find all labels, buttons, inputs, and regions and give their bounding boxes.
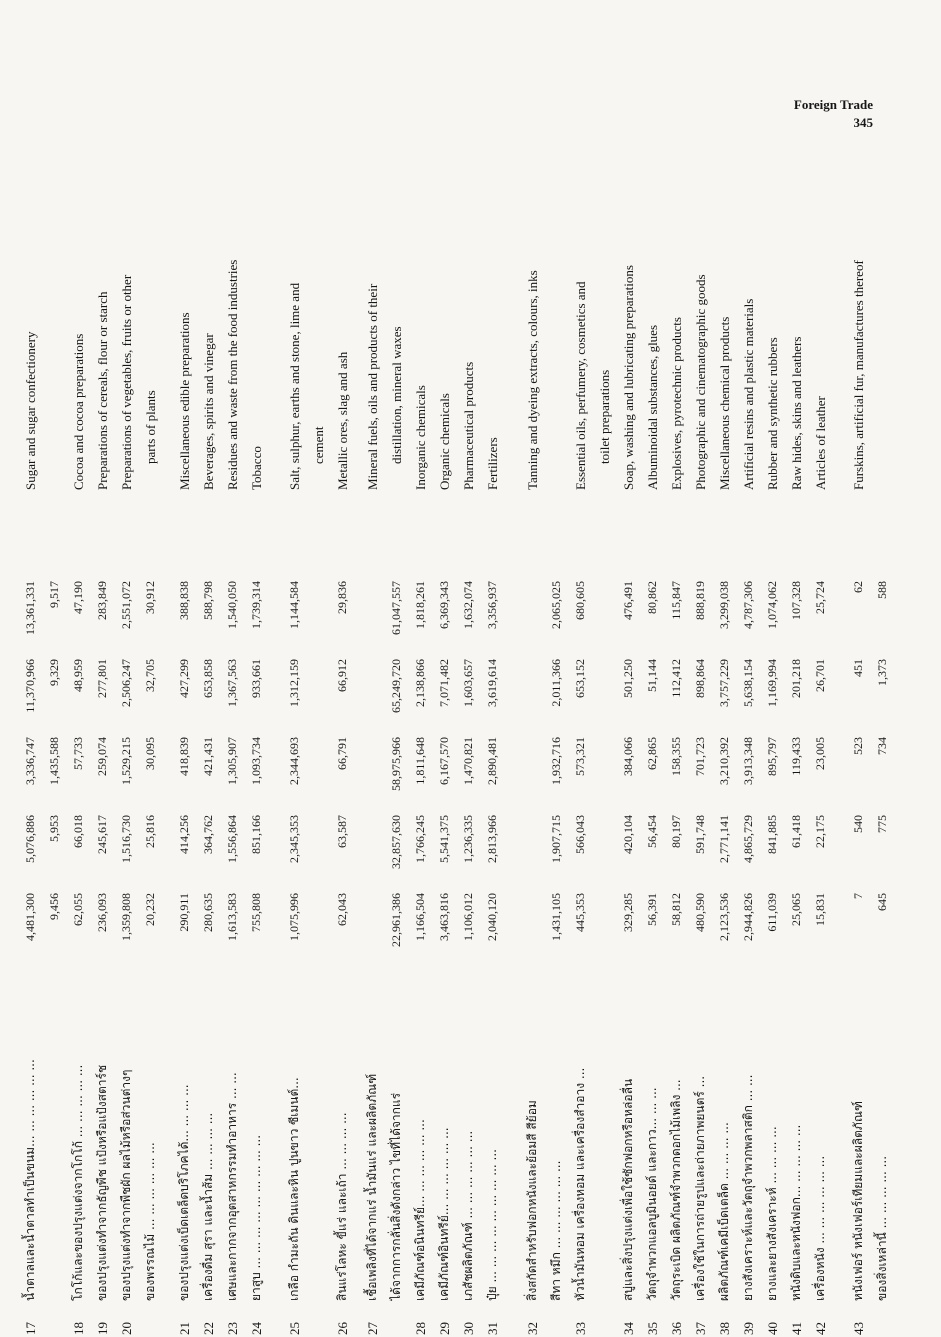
value-cell: 734 — [875, 737, 889, 755]
header-title: Foreign Trade — [793, 97, 873, 112]
thai-description: วัตถุจำพวกแอลบูมินอยด์ และกาว... ... ... — [645, 1087, 659, 1301]
thai-description: น้ำตาลและน้ำตาลทำเป็นขนม... ... ... ... ... ... — [23, 1059, 37, 1301]
chapter-number: 33 — [573, 1322, 588, 1335]
value-cell: 3,463,816 — [437, 893, 451, 941]
value-cell: 851,166 — [249, 815, 263, 854]
value-cell: 62,043 — [335, 893, 349, 926]
chapter-number: 32 — [525, 1322, 540, 1335]
value-cell: 591,748 — [693, 815, 707, 854]
chapter-number: 35 — [645, 1322, 660, 1335]
value-cell: 4,787,306 — [741, 581, 755, 629]
chapter-number: 40 — [765, 1322, 780, 1335]
table-row — [618, 115, 639, 1335]
value-cell: 1,529,215 — [119, 737, 133, 785]
value-cell: 1,367,563 — [225, 659, 239, 707]
value-cell: 32,857,630 — [389, 815, 403, 869]
chapter-number: 23 — [225, 1322, 240, 1335]
thai-description: หัวน้ำมันหอม เครื่องหอม และเครื่องสำอาง ... — [573, 1067, 587, 1301]
value-cell: 2,506,247 — [119, 659, 133, 707]
value-cell: 80,862 — [645, 581, 659, 614]
value-cell: 1,632,074 — [461, 581, 475, 629]
value-cell: 1,093,734 — [249, 737, 263, 785]
thai-description: สีทา หมึก ... ... ... ... ... ... — [549, 1160, 563, 1301]
value-cell: 388,838 — [177, 581, 191, 620]
table-row — [20, 115, 41, 1335]
value-cell: 2,944,826 — [741, 893, 755, 941]
english-description: Pharmaceutical products — [461, 361, 476, 490]
value-cell: 1,932,716 — [549, 737, 563, 785]
value-cell: 3,619,614 — [485, 659, 499, 707]
thai-description: เคมีภัณฑ์อินทรีย์... ... ... ... ... ... — [437, 1127, 451, 1301]
table-row — [482, 115, 503, 1335]
table-row — [522, 115, 543, 1335]
value-cell: 701,723 — [693, 737, 707, 776]
value-cell: 48,959 — [71, 659, 85, 692]
value-cell: 4,865,729 — [741, 815, 755, 863]
english-description: Albuminoidal substances, glues — [645, 324, 660, 490]
value-cell: 63,587 — [335, 815, 349, 848]
value-cell: 61,418 — [789, 815, 803, 848]
value-cell: 25,816 — [143, 815, 157, 848]
value-cell: 588,798 — [201, 581, 215, 620]
value-cell: 888,819 — [693, 581, 707, 620]
english-description: Beverages, spirits and vinegar — [201, 333, 216, 490]
value-cell: 66,018 — [71, 815, 85, 848]
value-cell: 2,813,966 — [485, 815, 499, 863]
value-cell: 1,470,821 — [461, 737, 475, 785]
chapter-number: 26 — [335, 1322, 350, 1335]
english-description: distillation, mineral waxes — [389, 326, 404, 464]
value-cell: 30,095 — [143, 737, 157, 770]
value-cell: 841,885 — [765, 815, 779, 854]
value-cell: 6,167,570 — [437, 737, 451, 785]
value-cell: 329,285 — [621, 893, 635, 932]
value-cell: 1,540,050 — [225, 581, 239, 629]
thai-description: ของปรุงแต่งเบ็ดเตล็ดบริโภคได้... ... ... ... — [177, 1084, 191, 1301]
chapter-number: 30 — [461, 1322, 476, 1335]
value-cell: 420,104 — [621, 815, 635, 854]
thai-description: ได้จากการกลั่นสิ่งดังกล่าว ไขที่ได้จากแร่ — [389, 1092, 403, 1301]
thai-description: วัตถุระเบิด ผลิตภัณฑ์จำพวกดอกไม้เพลิง ... — [669, 1079, 683, 1301]
chapter-number: 28 — [413, 1322, 428, 1335]
value-cell: 201,218 — [789, 659, 803, 698]
english-description: Salt, sulphur, earths and stone, lime and — [287, 282, 302, 490]
value-cell: 9,456 — [47, 893, 61, 920]
value-cell: 283,849 — [95, 581, 109, 620]
value-cell: 566,043 — [573, 815, 587, 854]
value-cell: 2,138,866 — [413, 659, 427, 707]
value-cell: 1,359,808 — [119, 893, 133, 941]
table-row — [68, 115, 89, 1335]
value-cell: 895,797 — [765, 737, 779, 776]
chapter-number: 37 — [693, 1322, 708, 1335]
value-cell: 25,065 — [789, 893, 803, 926]
english-description: Mineral fuels, oils and products of their — [365, 283, 380, 490]
chapter-number: 22 — [201, 1322, 216, 1335]
value-cell: 47,190 — [71, 581, 85, 614]
value-cell: 1,166,504 — [413, 893, 427, 941]
value-cell: 573,321 — [573, 737, 587, 776]
thai-description: หนังเฟอร์ หนังเฟอร์เทียมและผลิตภัณฑ์ — [851, 1101, 865, 1301]
value-cell: 5,953 — [47, 815, 61, 842]
value-cell: 2,345,353 — [287, 815, 301, 863]
value-cell: 23,005 — [813, 737, 827, 770]
value-cell: 3,210,392 — [717, 737, 731, 785]
chapter-number: 19 — [95, 1322, 110, 1335]
value-cell: 480,590 — [693, 893, 707, 932]
value-cell: 9,329 — [47, 659, 61, 686]
chapter-number: 42 — [813, 1322, 828, 1335]
value-cell: 58,812 — [669, 893, 683, 926]
value-cell: 115,847 — [669, 581, 683, 620]
english-description: Raw hides, skins and leathers — [789, 336, 804, 490]
english-description: Residues and waste from the food industries — [225, 259, 240, 490]
thai-description: เกลือ กำมะถัน ดินและหิน ปูนขาว ซีเมนต์... — [287, 1077, 301, 1301]
value-cell: 5,076,886 — [23, 815, 37, 863]
value-cell: 364,762 — [201, 815, 215, 854]
thai-description: ของสิ่งเหล่านี้ ... ... ... ... ... — [875, 1155, 889, 1301]
value-cell: 2,344,693 — [287, 737, 301, 785]
value-cell: 1,106,012 — [461, 893, 475, 941]
value-cell: 611,039 — [765, 893, 779, 932]
table-row — [786, 115, 807, 1335]
chapter-number: 36 — [669, 1322, 684, 1335]
value-cell: 414,256 — [177, 815, 191, 854]
table-row — [570, 115, 591, 1335]
table-row — [362, 115, 383, 1335]
value-cell: 755,808 — [249, 893, 263, 932]
value-cell: 1,169,994 — [765, 659, 779, 707]
value-cell: 1,739,314 — [249, 581, 263, 629]
value-cell: 4,481,300 — [23, 893, 37, 941]
value-cell: 5,541,375 — [437, 815, 451, 863]
english-description: Rubber and synthetic rubbers — [765, 337, 780, 490]
english-description: Organic chemicals — [437, 393, 452, 490]
value-cell: 65,249,720 — [389, 659, 403, 713]
chapter-number: 34 — [621, 1322, 636, 1335]
value-cell: 384,066 — [621, 737, 635, 776]
value-cell: 421,431 — [201, 737, 215, 776]
value-cell: 451 — [851, 659, 865, 677]
english-description: Tanning and dyeing extracts, colours, inks — [525, 270, 540, 490]
english-description: Cocoa and cocoa preparations — [71, 333, 86, 490]
value-cell: 1,613,583 — [225, 893, 239, 941]
value-cell: 427,299 — [177, 659, 191, 698]
thai-description: ปุ๋ย ... ... ... ... ... ... ... ... ... — [485, 1149, 499, 1301]
chapter-number: 41 — [789, 1322, 804, 1335]
value-cell: 26,701 — [813, 659, 827, 692]
value-cell: 645 — [875, 893, 889, 911]
page-number: 345 — [853, 115, 873, 130]
value-cell: 2,551,072 — [119, 581, 133, 629]
value-cell: 1,144,584 — [287, 581, 301, 629]
table-row — [762, 115, 783, 1335]
value-cell: 2,011,366 — [549, 659, 563, 707]
thai-description: ผลิตภัณฑ์เคมีเบ็ดเตล็ด ... ... ... ... — [717, 1122, 731, 1301]
value-cell: 119,433 — [789, 737, 803, 776]
table-row — [116, 115, 137, 1335]
value-cell: 290,911 — [177, 893, 191, 932]
thai-description: ยางและยางสังเคราะห์ ... ... ... ... — [765, 1126, 779, 1301]
value-cell: 66,791 — [335, 737, 349, 770]
value-cell: 236,093 — [95, 893, 109, 932]
table-row — [810, 115, 831, 1335]
table-row — [738, 115, 759, 1335]
thai-description: สิ่งสกัดสำหรับฟอกหนังและย้อมสี สีย้อม — [525, 1100, 539, 1301]
english-description: Sugar and sugar confectionery — [23, 331, 38, 490]
chapter-number: 43 — [851, 1322, 866, 1335]
thai-description: ยางสังเคราะห์และวัตถุจำพวกพลาสติก ... ... — [741, 1074, 755, 1301]
thai-description: เครื่องหนัง ... ... ... ... ... ... — [813, 1155, 827, 1301]
table-row — [222, 115, 243, 1335]
value-cell: 58,975,966 — [389, 737, 403, 791]
table-row — [246, 115, 267, 1335]
thai-description: เชื้อเพลิงที่ได้จากแร่ น้ำมันแร่ และผลิตภัณฑ์ — [365, 1073, 379, 1301]
value-cell: 1,818,261 — [413, 581, 427, 629]
value-cell: 20,232 — [143, 893, 157, 926]
value-cell: 56,391 — [645, 893, 659, 926]
english-description: Soap, washing and lubricating preparations — [621, 265, 636, 490]
value-cell: 476,491 — [621, 581, 635, 620]
value-cell: 588 — [875, 581, 889, 599]
value-cell: 3,336,747 — [23, 737, 37, 785]
value-cell: 1,766,245 — [413, 815, 427, 863]
english-description: Inorganic chemicals — [413, 385, 428, 490]
value-cell: 2,890,481 — [485, 737, 499, 785]
value-cell: 107,328 — [789, 581, 803, 620]
value-cell: 445,353 — [573, 893, 587, 932]
value-cell: 22,961,386 — [389, 893, 403, 947]
value-cell: 680,605 — [573, 581, 587, 620]
value-cell: 6,369,343 — [437, 581, 451, 629]
table-row — [198, 115, 219, 1335]
chapter-number: 29 — [437, 1322, 452, 1335]
value-cell: 62,055 — [71, 893, 85, 926]
chapter-number: 38 — [717, 1322, 732, 1335]
value-cell: 1,811,648 — [413, 737, 427, 785]
value-cell: 3,299,038 — [717, 581, 731, 629]
value-cell: 775 — [875, 815, 889, 833]
table-row — [332, 115, 353, 1335]
table-row — [642, 115, 663, 1335]
rotated-trade-table — [20, 115, 900, 1335]
chapter-number: 17 — [23, 1322, 38, 1335]
value-cell: 259,074 — [95, 737, 109, 776]
value-cell: 56,454 — [645, 815, 659, 848]
value-cell: 1,431,105 — [549, 893, 563, 941]
thai-description: ของปรุงแต่งทำจากพืชผัก ผลไม้หรือส่วนต่างๆ — [119, 1069, 133, 1301]
english-description: Photographic and cinematographic goods — [693, 274, 708, 490]
value-cell: 1,236,335 — [461, 815, 475, 863]
english-description: Miscellaneous edible preparations — [177, 312, 192, 490]
value-cell: 11,370,966 — [23, 659, 37, 713]
thai-description: เศษและกากจากอุตสาหกรรมทำอาหาร ... ... — [225, 1072, 239, 1301]
value-cell: 2,040,120 — [485, 893, 499, 941]
value-cell: 112,412 — [669, 659, 683, 698]
value-cell: 898,864 — [693, 659, 707, 698]
value-cell: 1,075,996 — [287, 893, 301, 941]
table-row — [666, 115, 687, 1335]
english-description: Fertilizers — [485, 437, 500, 490]
chapter-number: 39 — [741, 1322, 756, 1335]
table-row — [872, 115, 893, 1335]
chapter-number: 24 — [249, 1322, 264, 1335]
thai-description: ของพรรณไม้ ... ... ... ... ... ... — [143, 1142, 157, 1301]
table-row — [44, 115, 65, 1335]
value-cell: 61,047,557 — [389, 581, 403, 635]
value-cell: 62 — [851, 581, 865, 593]
value-cell: 1,907,715 — [549, 815, 563, 863]
table-row — [140, 115, 161, 1335]
value-cell: 66,912 — [335, 659, 349, 692]
value-cell: 3,913,348 — [741, 737, 755, 785]
chapter-number: 27 — [365, 1322, 380, 1335]
english-description: parts of plants — [143, 390, 158, 464]
table-row — [594, 115, 615, 1335]
thai-description: โกโก้และของปรุงแต่งจากโกโก้ ... ... ... ... ... — [71, 1064, 85, 1301]
english-description: toilet preparations — [597, 369, 612, 464]
thai-description: หนังดิบและหนังฟอก... ... ... ... ... — [789, 1124, 803, 1301]
value-cell: 1,603,657 — [461, 659, 475, 707]
value-cell: 1,305,907 — [225, 737, 239, 785]
table-row — [848, 115, 869, 1335]
table-row — [458, 115, 479, 1335]
value-cell: 653,858 — [201, 659, 215, 698]
chapter-number: 25 — [287, 1322, 302, 1335]
value-cell: 7,071,482 — [437, 659, 451, 707]
table-row — [284, 115, 305, 1335]
table-row — [546, 115, 567, 1335]
value-cell: 158,355 — [669, 737, 683, 776]
value-cell: 523 — [851, 737, 865, 755]
value-cell: 280,635 — [201, 893, 215, 932]
table-row — [714, 115, 735, 1335]
table-row — [386, 115, 407, 1335]
value-cell: 15,831 — [813, 893, 827, 926]
value-cell: 245,617 — [95, 815, 109, 854]
value-cell: 22,175 — [813, 815, 827, 848]
english-description: Articles of leather — [813, 396, 828, 490]
value-cell: 30,912 — [143, 581, 157, 614]
value-cell: 25,724 — [813, 581, 827, 614]
value-cell: 7 — [851, 893, 865, 899]
chapter-number: 31 — [485, 1322, 500, 1335]
english-description: Furskins, artificial fur, manufactures thereof — [851, 260, 866, 490]
thai-description: สินแร่โลหะ ขี้แร่ และเถ้า ... ... ... ... — [335, 1112, 349, 1301]
english-description: Explosives, pyrotechnic products — [669, 317, 684, 490]
value-cell: 9,517 — [47, 581, 61, 608]
value-cell: 933,661 — [249, 659, 263, 698]
value-cell: 501,250 — [621, 659, 635, 698]
value-cell: 1,373 — [875, 659, 889, 686]
english-description: Artificial resins and plastic materials — [741, 298, 756, 490]
value-cell: 2,771,141 — [717, 815, 731, 863]
english-description: Tobacco — [249, 446, 264, 490]
value-cell: 2,123,536 — [717, 893, 731, 941]
english-description: Essential oils, perfumery, cosmetics and — [573, 281, 588, 490]
value-cell: 3,356,937 — [485, 581, 499, 629]
table-row — [174, 115, 195, 1335]
value-cell: 1,435,588 — [47, 737, 61, 785]
value-cell: 418,839 — [177, 737, 191, 776]
thai-description: ยาสูบ ... ... ... ... ... ... ... ... ... — [249, 1134, 263, 1301]
chapter-number: 20 — [119, 1322, 134, 1335]
english-description: Preparations of vegetables, fruits or other — [119, 274, 134, 490]
chapter-number: 18 — [71, 1322, 86, 1335]
english-description: cement — [311, 426, 326, 464]
english-description: Miscellaneous chemical products — [717, 316, 732, 490]
value-cell: 80,197 — [669, 815, 683, 848]
value-cell: 653,152 — [573, 659, 587, 698]
table-row — [434, 115, 455, 1335]
value-cell: 32,705 — [143, 659, 157, 692]
thai-description: เครื่องใช้ในการถ่ายรูปและถ่ายภาพยนตร์ ... — [693, 1075, 707, 1301]
table-row — [308, 115, 329, 1335]
chapter-number: 21 — [177, 1322, 192, 1335]
value-cell: 57,733 — [71, 737, 85, 770]
value-cell: 1,556,864 — [225, 815, 239, 863]
value-cell: 5,638,154 — [741, 659, 755, 707]
thai-description: สบู่และสิ่งปรุงแต่งเพื่อใช้ซักฟอกหรือหล่อลื่น — [621, 1078, 635, 1301]
value-cell: 3,757,229 — [717, 659, 731, 707]
table-row — [92, 115, 113, 1335]
table-row — [690, 115, 711, 1335]
table-row — [410, 115, 431, 1335]
value-cell: 1,516,730 — [119, 815, 133, 863]
value-cell: 277,801 — [95, 659, 109, 698]
value-cell: 13,361,331 — [23, 581, 37, 635]
thai-description: เภสัชผลิตภัณฑ์ ... ... ... ... ... ... — [461, 1130, 475, 1301]
value-cell: 1,074,062 — [765, 581, 779, 629]
value-cell: 2,065,025 — [549, 581, 563, 629]
value-cell: 62,865 — [645, 737, 659, 770]
value-cell: 29,836 — [335, 581, 349, 614]
english-description: Metallic ores, slag and ash — [335, 351, 350, 490]
thai-description: เครื่องดื่ม สุรา และน้ำส้ม ... ... ... ... — [201, 1112, 215, 1301]
value-cell: 1,312,159 — [287, 659, 301, 707]
thai-description: เคมีภัณฑ์อนินทรีย์... ... ... ... ... ... — [413, 1119, 427, 1301]
thai-description: ของปรุงแต่งทำจากธัญพืช แป้งหรือแป้งสตาร์ช — [95, 1064, 109, 1301]
value-cell: 51,144 — [645, 659, 659, 692]
value-cell: 540 — [851, 815, 865, 833]
english-description: Preparations of cereals, flour or starch — [95, 291, 110, 490]
